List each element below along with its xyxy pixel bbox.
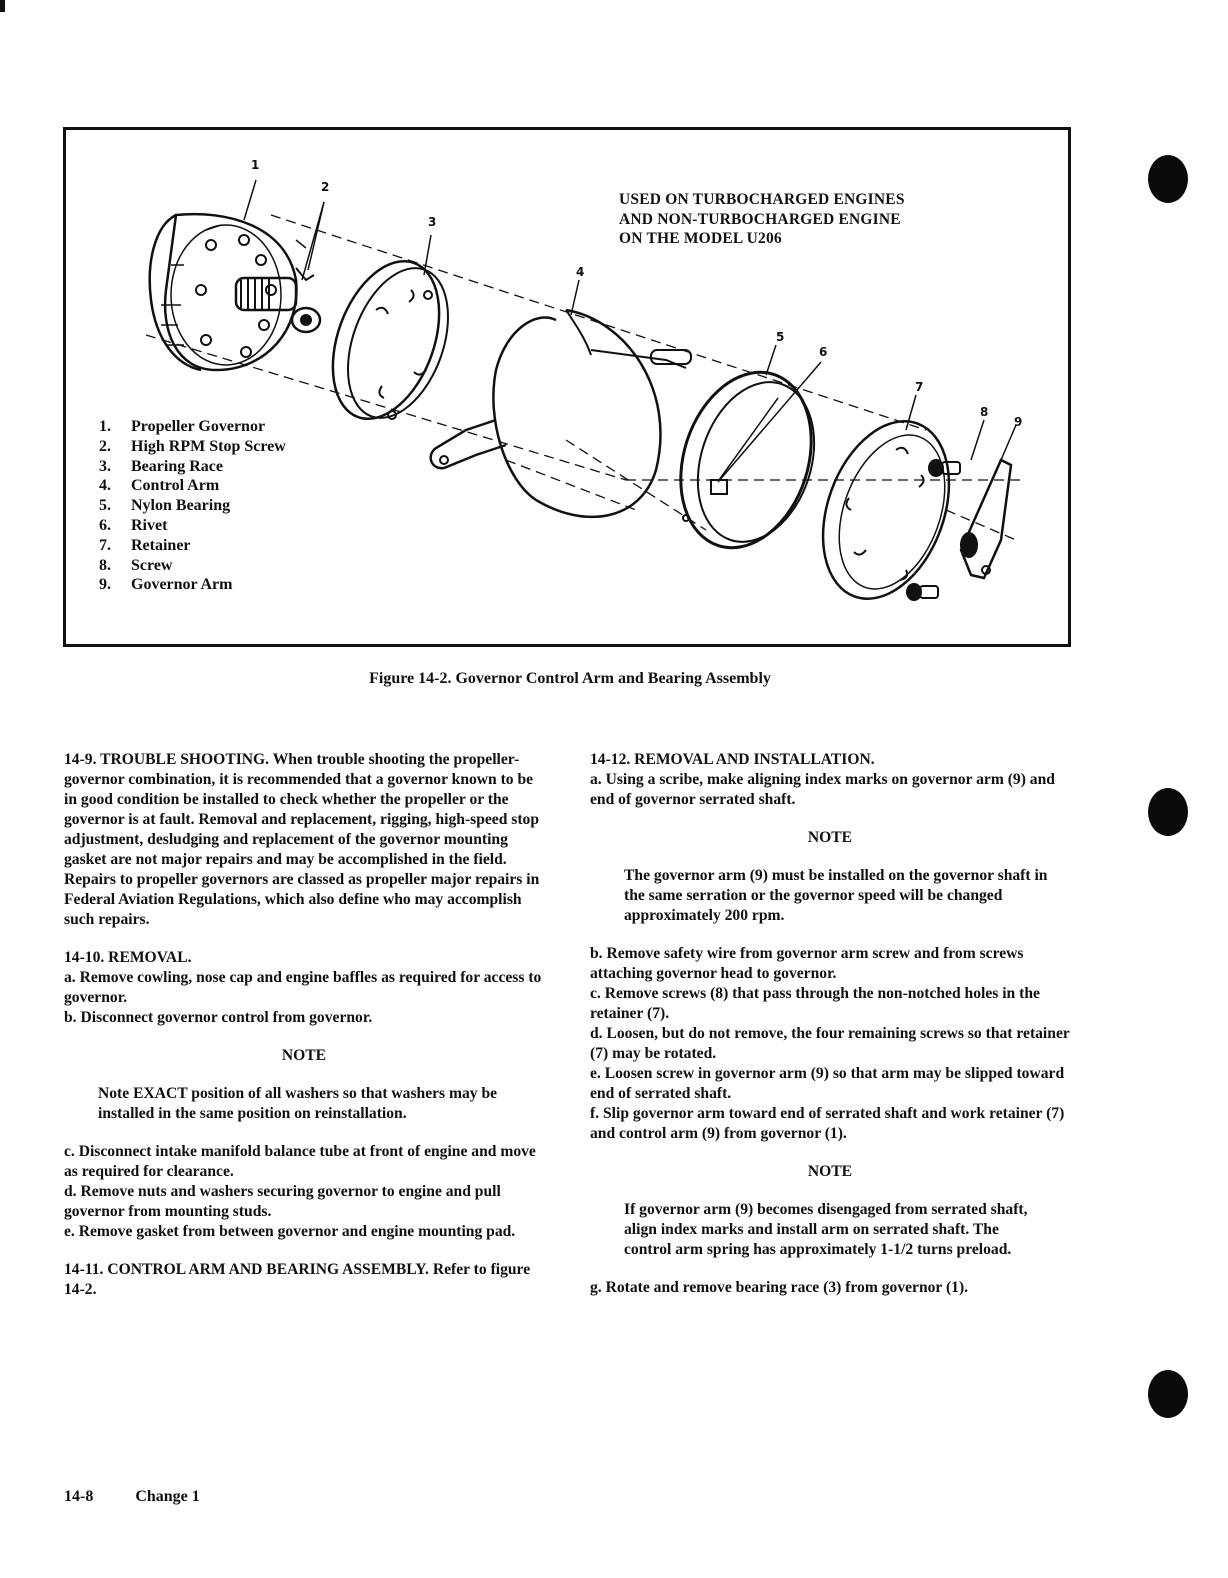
applicability-note-line: USED ON TURBOCHARGED ENGINES — [619, 191, 905, 208]
binder-hole-middle — [1148, 788, 1188, 836]
legend-number: 7. — [99, 536, 111, 554]
install-step-c: c. Remove screws (8) that pass through the non-notched holes in the retainer (7). — [590, 985, 1040, 1022]
removal-step-c: c. Disconnect intake manifold balance tube at front of engine and move as required for clearance. — [64, 1143, 536, 1180]
callout-6: 6 — [819, 345, 828, 359]
legend-label: Rivet — [131, 516, 168, 534]
screws-drawing — [907, 460, 960, 600]
figure-caption: Figure 14-2. Governor Control Arm and Bearing Assembly — [369, 670, 771, 687]
section-14-9-trouble-shooting: 14-9. TROUBLE SHOOTING. When trouble shooting the propeller-governor combination, it is recommended that a governor known to be in good condition be installed to check whether the propeller or the governor is at fault. Removal and replacement, rigging, high-speed stop adjustment, desludging and replacement of the governor mounting gasket are not major repairs and may be accomplished in the field. Repairs to propeller governors are classed as propeller major repairs in Federal Aviation Regulations, which also define who may accomplish such repairs. — [64, 751, 540, 928]
right-column — [590, 750, 1070, 1298]
page-number: 14-8 — [64, 1488, 94, 1505]
install-step-g: g. Rotate and remove bearing race (3) from governor (1). — [590, 1279, 969, 1296]
binder-hole-bottom — [1148, 1370, 1188, 1418]
callout-7: 7 — [915, 380, 924, 394]
legend-item — [99, 536, 286, 556]
install-step-a: a. Using a scribe, make aligning index marks on governor arm (9) and end of governor serrated shaft. — [590, 771, 1055, 808]
note-index-marks: If governor arm (9) becomes disengaged from serrated shaft, align index marks and install arm on serrated shaft. The control arm spring has approximately 1-1/2 turns preload. — [624, 1201, 1028, 1258]
applicability-note-line: AND NON-TURBOCHARGED ENGINE — [619, 210, 901, 228]
legend-item — [99, 476, 286, 496]
legend-number: 8. — [99, 556, 111, 574]
left-column — [64, 750, 544, 1300]
note-heading: NOTE — [807, 1163, 853, 1180]
legend-item — [99, 516, 286, 536]
legend-item — [99, 437, 286, 457]
note-heading: NOTE — [807, 829, 853, 846]
note-serration: The governor arm (9) must be installed on the governor shaft in the same serration or the governor speed will be changed approximately 200 rpm. — [624, 867, 1048, 924]
callout-5: 5 — [776, 330, 785, 344]
legend-label: Governor Arm — [131, 576, 233, 594]
section-14-12-heading: 14-12. REMOVAL AND INSTALLATION. — [590, 751, 875, 768]
section-14-11-heading: 14-11. CONTROL ARM AND BEARING ASSEMBLY. Refer to figure 14-2. — [64, 1261, 531, 1298]
legend-item — [99, 457, 286, 477]
callout-9: 9 — [1014, 415, 1023, 429]
legend-label: Control Arm — [131, 477, 220, 495]
corner-mark — [0, 0, 5, 12]
figure-frame — [63, 127, 1071, 647]
legend-item — [99, 496, 286, 516]
legend-number: 1. — [99, 418, 111, 435]
removal-step-e: e. Remove gasket from between governor and engine mounting pad. — [64, 1223, 516, 1240]
legend-label: High RPM Stop Screw — [131, 437, 286, 455]
legend-label: Retainer — [131, 536, 191, 554]
control-arm-drawing — [431, 310, 691, 517]
legend-number: 4. — [99, 477, 111, 495]
applicability-note — [619, 190, 905, 249]
legend-label: Screw — [131, 556, 173, 574]
bearing-race-drawing — [313, 247, 467, 434]
legend-label: Nylon Bearing — [131, 497, 231, 515]
install-step-e: e. Loosen screw in governor arm (9) so that arm may be slipped toward end of serrated shaft. — [590, 1065, 1065, 1102]
nylon-bearing-drawing — [659, 355, 833, 565]
parts-legend — [99, 417, 286, 595]
legend-item — [99, 575, 286, 595]
callout-8: 8 — [980, 405, 989, 419]
legend-label: Propeller Governor — [131, 418, 266, 435]
propeller-governor-drawing — [150, 214, 320, 370]
note-washers: Note EXACT position of all washers so that washers may be installed in the same position on reinstallation. — [98, 1085, 498, 1122]
callout-1: 1 — [251, 158, 260, 172]
binder-hole-top — [1148, 155, 1188, 203]
install-step-d: d. Loosen, but do not remove, the four remaining screws so that retainer (7) may be rotated. — [590, 1025, 1070, 1062]
page-footer — [64, 1488, 200, 1506]
removal-step-d: d. Remove nuts and washers securing governor to engine and pull governor from mounting studs. — [64, 1183, 501, 1220]
removal-step-a: a. Remove cowling, nose cap and engine baffles as required for access to governor. — [64, 969, 542, 1006]
removal-step-b: b. Disconnect governor control from governor. — [64, 1009, 373, 1026]
change-label: Change 1 — [135, 1488, 200, 1505]
note-heading: NOTE — [281, 1047, 327, 1064]
legend-number: 5. — [99, 497, 111, 515]
legend-number: 9. — [99, 576, 111, 594]
section-14-10-heading: 14-10. REMOVAL. — [64, 949, 192, 966]
applicability-note-line: ON THE MODEL U206 — [619, 230, 782, 247]
legend-item — [99, 556, 286, 576]
legend-label: Bearing Race — [131, 457, 223, 475]
legend-number: 2. — [99, 437, 111, 455]
install-step-f: f. Slip governor arm toward end of serrated shaft and work retainer (7) and control arm (9) from governor (1). — [590, 1105, 1065, 1142]
callout-4: 4 — [576, 265, 585, 279]
callout-3: 3 — [428, 215, 437, 229]
install-step-b: b. Remove safety wire from governor arm screw and from screws attaching governor head to governor. — [590, 945, 1024, 982]
legend-number: 3. — [99, 457, 111, 475]
legend-item — [99, 417, 286, 437]
legend-number: 6. — [99, 516, 111, 534]
callout-2: 2 — [321, 180, 330, 194]
